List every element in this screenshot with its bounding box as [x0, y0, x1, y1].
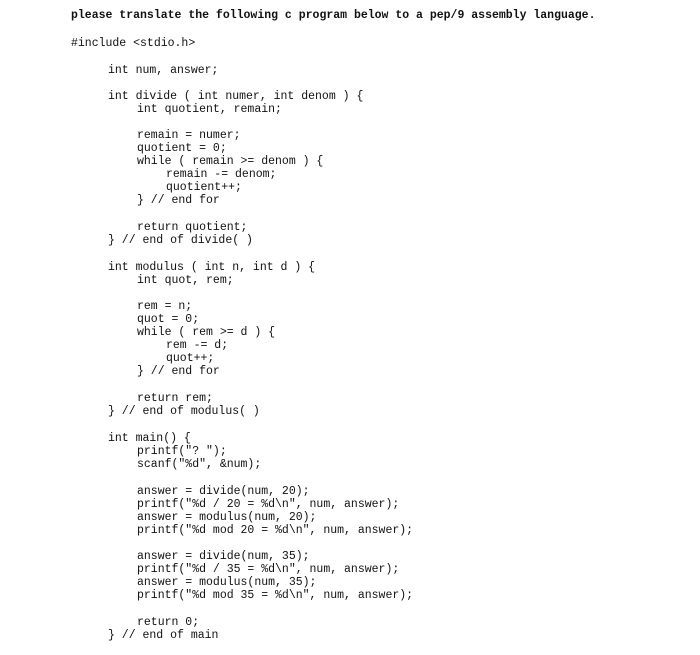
code-line: } // end of divide( ) [108, 234, 253, 247]
code-line: int quotient, remain; [137, 103, 282, 116]
code-line: } // end of modulus( ) [108, 405, 260, 418]
code-line: scanf("%d", &num); [137, 458, 262, 471]
code-line: quot++; [166, 352, 215, 365]
code-line: } // end of main [108, 629, 219, 642]
code-line: printf("%d mod 20 = %d\n", num, answer); [137, 524, 414, 537]
code-line: int num, answer; [108, 64, 219, 77]
code-line: answer = divide(num, 20); [137, 485, 310, 498]
code-line: remain = numer; [137, 129, 241, 142]
code-line: remain -= denom; [166, 168, 277, 181]
code-line: printf("%d mod 35 = %d\n", num, answer); [137, 589, 414, 602]
code-line: rem -= d; [166, 339, 229, 352]
code-line: #include <stdio.h> [71, 37, 196, 50]
code-line: } // end for [137, 194, 220, 207]
code-line: int main() { [108, 432, 191, 445]
code-line: while ( rem >= d ) { [137, 326, 276, 339]
code-line: answer = modulus(num, 35); [137, 576, 317, 589]
code-line: return quotient; [137, 221, 248, 234]
code-line: printf("? "); [137, 445, 227, 458]
code-line: quotient++; [166, 181, 242, 194]
question-prompt: please translate the following c program below to a pep/9 assembly language. [71, 9, 596, 22]
code-line: } // end for [137, 365, 220, 378]
code-line: printf("%d / 35 = %d\n", num, answer); [137, 563, 400, 576]
code-line: rem = n; [137, 300, 193, 313]
code-line: int modulus ( int n, int d ) { [108, 261, 316, 274]
code-line: while ( remain >= denom ) { [137, 155, 324, 168]
code-line: int divide ( int numer, int denom ) { [108, 90, 364, 103]
code-line: printf("%d / 20 = %d\n", num, answer); [137, 498, 400, 511]
code-line: quot = 0; [137, 313, 200, 326]
code-line: int quot, rem; [137, 274, 234, 287]
code-line: answer = divide(num, 35); [137, 550, 310, 563]
code-line: return 0; [137, 616, 200, 629]
code-line: return rem; [137, 392, 213, 405]
code-line: quotient = 0; [137, 142, 227, 155]
code-line: answer = modulus(num, 20); [137, 511, 317, 524]
